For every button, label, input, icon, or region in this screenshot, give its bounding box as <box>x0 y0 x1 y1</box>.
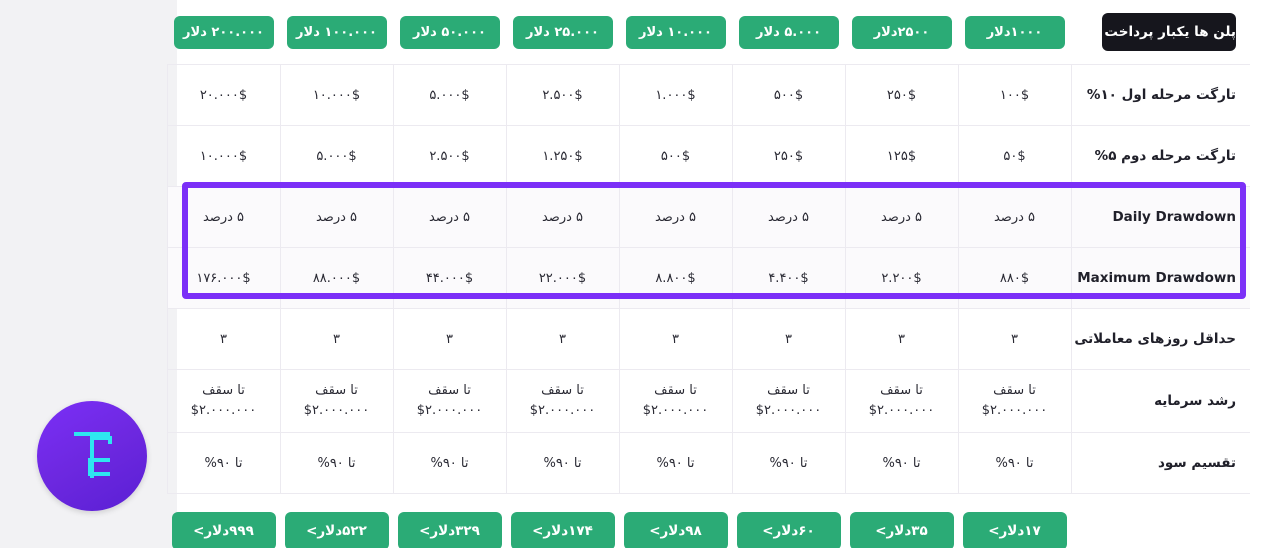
plan-pill-2[interactable]: ۵.۰۰۰ دلار <box>739 16 839 49</box>
cell-r6-c4: تا ۹۰% <box>506 433 619 494</box>
cell-r6-c1: تا ۹۰% <box>845 433 958 494</box>
cell-r1-c5: ۲.۵۰۰$ <box>393 126 506 187</box>
cta-cell-3[interactable] <box>619 494 732 548</box>
buy-plan-button-2[interactable]: ۶۰دلار> <box>737 512 841 548</box>
cell-r2-c3: ۵ درصد <box>619 187 732 248</box>
cta-cell-1[interactable] <box>845 494 958 548</box>
plan-header-7[interactable] <box>167 0 280 65</box>
tc-logo-icon <box>68 430 116 482</box>
cell-r6-c5: تا ۹۰% <box>393 433 506 494</box>
table-header-row <box>167 0 1250 65</box>
cell-r4-c3: ۳ <box>619 309 732 370</box>
buy-plan-button-7[interactable]: ۹۹۹دلار> <box>172 512 276 548</box>
row-label-min-trading-days: حداقل روزهای معاملاتی <box>1071 309 1250 370</box>
cell-r4-c6: ۳ <box>280 309 393 370</box>
cell-r0-c7: ۲۰.۰۰۰$ <box>167 65 280 126</box>
cell-r1-c0: ۵۰$ <box>958 126 1071 187</box>
cell-r2-c1: ۵ درصد <box>845 187 958 248</box>
cell-r1-c7: ۱۰.۰۰۰$ <box>167 126 280 187</box>
cell-r0-c2: ۵۰۰$ <box>732 65 845 126</box>
cell-r1-c6: ۵.۰۰۰$ <box>280 126 393 187</box>
cell-r5-c3: تا سقف $۲.۰۰۰.۰۰۰ <box>619 370 732 433</box>
left-side-panel <box>0 0 177 548</box>
table-row-maximum-drawdown <box>167 248 1250 309</box>
cell-r4-c7: ۳ <box>167 309 280 370</box>
cell-r6-c7: تا ۹۰% <box>167 433 280 494</box>
buy-plan-button-0[interactable]: ۱۷دلار> <box>963 512 1067 548</box>
table-row <box>167 126 1250 187</box>
plan-pill-5[interactable]: ۵۰.۰۰۰ دلار <box>400 16 500 49</box>
cell-r2-c5: ۵ درصد <box>393 187 506 248</box>
cell-r0-c3: ۱.۰۰۰$ <box>619 65 732 126</box>
brand-logo-badge <box>37 401 147 511</box>
cell-r2-c7: ۵ درصد <box>167 187 280 248</box>
table-row <box>167 309 1250 370</box>
table-row <box>167 370 1250 433</box>
cell-r0-c0: ۱۰۰$ <box>958 65 1071 126</box>
cta-cell-0[interactable] <box>958 494 1071 548</box>
table-row-daily-drawdown <box>167 187 1250 248</box>
cell-r3-c2: ۴.۴۰۰$ <box>732 248 845 309</box>
cta-cell-6[interactable] <box>280 494 393 548</box>
cell-r3-c3: ۸.۸۰۰$ <box>619 248 732 309</box>
cell-r1-c4: ۱.۲۵۰$ <box>506 126 619 187</box>
plan-pill-0[interactable]: ۱۰۰۰دلار <box>965 16 1065 49</box>
plan-header-0[interactable] <box>958 0 1071 65</box>
row-label-capital-growth: رشد سرمایه <box>1071 370 1250 433</box>
buy-plan-button-3[interactable]: ۹۸دلار> <box>624 512 728 548</box>
cell-r3-c6: ۸۸.۰۰۰$ <box>280 248 393 309</box>
buy-plan-button-1[interactable]: ۳۵دلار> <box>850 512 954 548</box>
buy-plan-button-4[interactable]: ۱۷۴دلار> <box>511 512 615 548</box>
row-label-target-phase-2: تارگت مرحله دوم ۵% <box>1071 126 1250 187</box>
cell-r5-c5: تا سقف $۲.۰۰۰.۰۰۰ <box>393 370 506 433</box>
cell-r5-c4: تا سقف $۲.۰۰۰.۰۰۰ <box>506 370 619 433</box>
cell-r5-c0: تا سقف $۲.۰۰۰.۰۰۰ <box>958 370 1071 433</box>
row-label-daily-drawdown: Daily Drawdown <box>1071 187 1250 248</box>
cell-r6-c2: تا ۹۰% <box>732 433 845 494</box>
plan-pill-3[interactable]: ۱۰.۰۰۰ دلار <box>626 16 726 49</box>
cell-r3-c0: ۸۸۰$ <box>958 248 1071 309</box>
cell-r2-c6: ۵ درصد <box>280 187 393 248</box>
cell-r0-c6: ۱۰.۰۰۰$ <box>280 65 393 126</box>
cell-r6-c0: تا ۹۰% <box>958 433 1071 494</box>
buy-plan-button-6[interactable]: ۵۲۲دلار> <box>285 512 389 548</box>
plan-header-2[interactable] <box>732 0 845 65</box>
cell-r5-c1: تا سقف $۲.۰۰۰.۰۰۰ <box>845 370 958 433</box>
cell-r4-c1: ۳ <box>845 309 958 370</box>
buy-plan-button-5[interactable]: ۳۲۹دلار> <box>398 512 502 548</box>
cell-r3-c1: ۲.۲۰۰$ <box>845 248 958 309</box>
cta-cell-7[interactable] <box>167 494 280 548</box>
cta-cell-2[interactable] <box>732 494 845 548</box>
cell-r0-c4: ۲.۵۰۰$ <box>506 65 619 126</box>
cell-r3-c5: ۴۴.۰۰۰$ <box>393 248 506 309</box>
cell-r4-c2: ۳ <box>732 309 845 370</box>
table-row <box>167 433 1250 494</box>
plan-header-4[interactable] <box>506 0 619 65</box>
table-row <box>167 65 1250 126</box>
cell-r4-c5: ۳ <box>393 309 506 370</box>
cell-r3-c7: ۱۷۶.۰۰۰$ <box>167 248 280 309</box>
cell-r2-c0: ۵ درصد <box>958 187 1071 248</box>
header-label-cell <box>1071 0 1250 65</box>
pricing-table <box>167 0 1251 548</box>
cell-r1-c1: ۱۲۵$ <box>845 126 958 187</box>
cell-r2-c4: ۵ درصد <box>506 187 619 248</box>
table-cta-row <box>167 494 1250 548</box>
cell-r1-c3: ۵۰۰$ <box>619 126 732 187</box>
plan-header-5[interactable] <box>393 0 506 65</box>
row-label-profit-split: تقسیم سود <box>1071 433 1250 494</box>
plans-header-pill: پلن ها یکبار پرداخت <box>1102 13 1236 51</box>
plan-pill-4[interactable]: ۲۵.۰۰۰ دلار <box>513 16 613 49</box>
cell-r5-c6: تا سقف $۲.۰۰۰.۰۰۰ <box>280 370 393 433</box>
plan-header-3[interactable] <box>619 0 732 65</box>
cell-r4-c4: ۳ <box>506 309 619 370</box>
cta-cell-4[interactable] <box>506 494 619 548</box>
cta-row-label-empty <box>1071 494 1250 548</box>
cell-r6-c6: تا ۹۰% <box>280 433 393 494</box>
pricing-table-card <box>177 0 1250 548</box>
row-label-maximum-drawdown: Maximum Drawdown <box>1071 248 1250 309</box>
plan-pill-7[interactable]: ۲۰۰.۰۰۰ دلار <box>174 16 274 49</box>
cell-r5-c2: تا سقف $۲.۰۰۰.۰۰۰ <box>732 370 845 433</box>
cell-r4-c0: ۳ <box>958 309 1071 370</box>
plan-pill-1[interactable]: ۲۵۰۰دلار <box>852 16 952 49</box>
cell-r5-c7: تا سقف $۲.۰۰۰.۰۰۰ <box>167 370 280 433</box>
cell-r2-c2: ۵ درصد <box>732 187 845 248</box>
plan-header-1[interactable] <box>845 0 958 65</box>
cell-r6-c3: تا ۹۰% <box>619 433 732 494</box>
plan-pill-6[interactable]: ۱۰۰.۰۰۰ دلار <box>287 16 387 49</box>
cell-r3-c4: ۲۲.۰۰۰$ <box>506 248 619 309</box>
cell-r0-c5: ۵.۰۰۰$ <box>393 65 506 126</box>
row-label-target-phase-1: تارگت مرحله اول ۱۰% <box>1071 65 1250 126</box>
cell-r0-c1: ۲۵۰$ <box>845 65 958 126</box>
plan-header-6[interactable] <box>280 0 393 65</box>
cell-r1-c2: ۲۵۰$ <box>732 126 845 187</box>
cta-cell-5[interactable] <box>393 494 506 548</box>
